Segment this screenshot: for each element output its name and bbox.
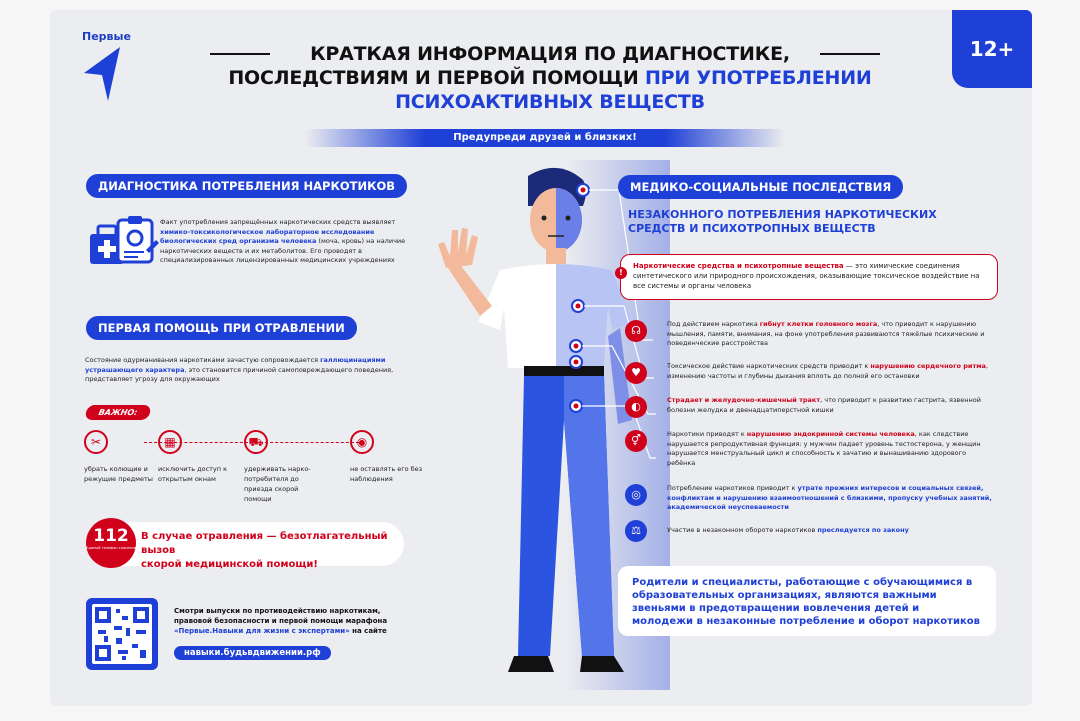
consequences-heading: МЕДИКО-СОЦИАЛЬНЫЕ ПОСЛЕДСТВИЯ: [618, 175, 903, 199]
emergency-call-banner: [86, 522, 404, 570]
title-line-2b: ПРИ УПОТРЕБЛЕНИИ: [644, 67, 872, 89]
consequence-item: ⚖ Участие в незаконном обороте наркотиков преследуется по закону: [625, 520, 995, 544]
website-link[interactable]: навыки.будьвдвижении.рф: [174, 646, 331, 660]
medical-kit-icon: [88, 212, 160, 276]
title-line-3: ПСИХОАКТИВНЫХ ВЕЩЕСТВ: [395, 91, 705, 113]
brain-icon: ☊: [625, 320, 647, 342]
tip-label: не оставлять его без наблюдения: [350, 465, 423, 483]
diagnostics-text: Факт употребления запрещённых наркотических средств выявляет химико-токсикологическое лабораторное исследование биологических сред организма человека (моча, кровь) на наличие наркотических веществ и их метаболитов. Его проводят в специализированных лицензированных медицинских учреждениях: [160, 218, 406, 264]
qr-section: [86, 598, 416, 670]
window-icon: ▦: [158, 430, 182, 454]
infographic-poster: [50, 10, 1032, 706]
tip-label: убрать колющие и режущие предметы: [84, 465, 153, 483]
title-line-1: КРАТКАЯ ИНФОРМАЦИЯ ПО ДИАГНОСТИКЕ,: [310, 43, 790, 65]
social-icon: ◎: [625, 484, 647, 506]
consequence-item: ☊ Под действием наркотика гибнут клетки головного мозга, что приводит к нарушению мышления, памяти, внимания, на фоне употребления развиваются тяжёлые психические и поведенческие расстройства: [625, 320, 995, 354]
tip-label: удерживать нарко-потребителя до приезда скорой помощи: [244, 465, 311, 503]
page-title: [210, 42, 890, 114]
consequence-item: ◎ Потребление наркотиков приводит к утрате прежних интересов и социальных связей, конфликтам и нарушению взаимоотношений с близкими, пропуску учебных занятий, академической неуспеваемости: [625, 484, 995, 516]
consequence-item: ♥ Токсическое действие наркотических средств приводит к нарушению сердечного ритма, изменению частоты и глубины дыхания вплоть до полной его остановки: [625, 362, 995, 388]
emergency-text: В случае отравления — безотлагательный вызов скорой медицинской помощи!: [141, 531, 388, 570]
tip-label: исключить доступ к открытым окнам: [158, 465, 228, 483]
important-label: ВАЖНО:: [84, 405, 151, 420]
ambulance-icon: ⛟: [244, 430, 268, 454]
logo-arrow-icon: [82, 45, 122, 103]
first-aid-text: Состояние одурманивания наркотиками зачастую сопровождается галлюцинациями устрашающего характера, это становится причиной самоповреждающего поведения, представляет угрозу для окружающих: [85, 356, 394, 383]
logo: [82, 30, 142, 103]
law-icon: ⚖: [625, 520, 647, 542]
emergency-number-badge: [86, 518, 136, 568]
consequence-item: ⚥ Наркотики приводят к нарушению эндокринной системы человека, как следствие нарушается репродуктивная функция: у мужчин падает уровень тестостерона, у женщин нарушается менструальный цикл и способность к зачатию и вынашиванию здорового ребёнка: [625, 430, 995, 472]
emergency-number-caption: Единый телефон спасения: [86, 546, 136, 550]
tip-item: [244, 430, 324, 504]
consequence-item: ◐ Страдает и желудочно-кишечный тракт, что приводит к развитию гастрита, язвенной болезни желудка и двенадцатиперстной кишки: [625, 396, 995, 422]
parents-note: Родители и специалисты, работающие с обучающимися в образовательных организациях, являются важными звеньями в предотвращении вовлечения детей и молодежи в незаконные потребление и оборот наркотиков: [618, 566, 996, 636]
definition-box: ! Наркотические средства и психотропные вещества — это химические соединения синтетического или природного происхождения, оказывающие токсическое воздействие на все системы и органы человека: [620, 254, 998, 300]
eye-icon: ◉: [350, 430, 374, 454]
qr-code-pattern: [92, 604, 152, 664]
title-line-2a: ПОСЛЕДСТВИЯМ И ПЕРВОЙ ПОМОЩИ: [228, 67, 645, 89]
warning-banner: Предупреди друзей и близких!: [305, 129, 785, 147]
emergency-number: 112: [93, 526, 129, 546]
qr-description: Смотри выпуски по противодействию наркотикам, правовой безопасности и первой помощи марафона «Первые.Навыки для жизни с экспертами» на сайте: [174, 607, 388, 635]
diagnostics-heading: ДИАГНОСТИКА ПОТРЕБЛЕНИЯ НАРКОТИКОВ: [86, 174, 407, 198]
tip-item: [84, 430, 164, 484]
tip-item: [158, 430, 238, 484]
age-badge: 12+: [952, 10, 1032, 88]
consequences-subheading: НЕЗАКОННОГО ПОТРЕБЛЕНИЯ НАРКОТИЧЕСКИХ СРЕДСТВ И ПСИХОТРОПНЫХ ВЕЩЕСТВ: [628, 208, 937, 235]
first-aid-heading: ПЕРВАЯ ПОМОЩЬ ПРИ ОТРАВЛЕНИИ: [86, 316, 357, 340]
stomach-icon: ◐: [625, 396, 647, 418]
heart-icon: ♥: [625, 362, 647, 384]
qr-code[interactable]: [86, 598, 158, 670]
logo-text: Первые: [82, 30, 131, 43]
scissors-icon: ✂: [84, 430, 108, 454]
exclamation-icon: !: [615, 267, 627, 279]
gender-icon: ⚥: [625, 430, 647, 452]
